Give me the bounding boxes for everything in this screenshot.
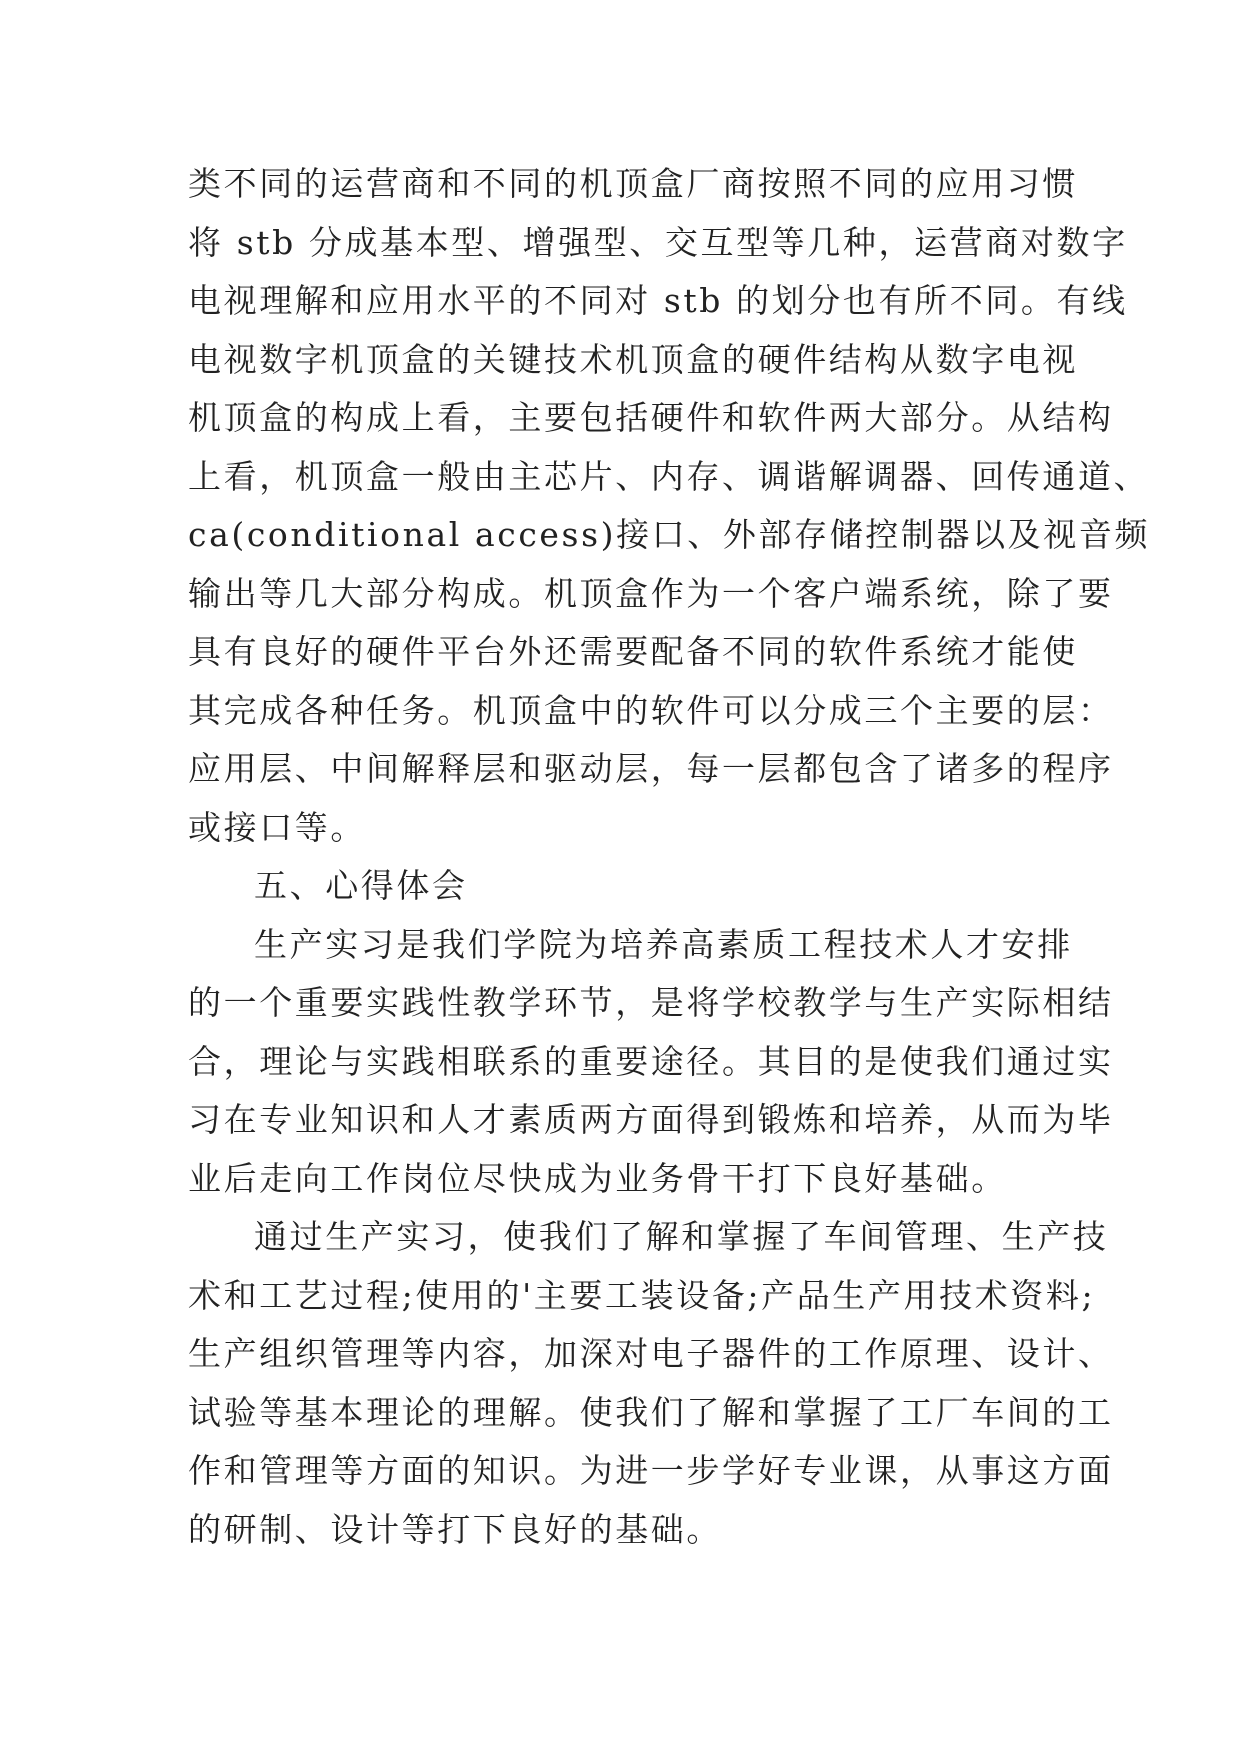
body-text [188, 155, 1151, 1559]
text-line: 或接口等。 [188, 807, 366, 847]
text-line: 生产实习是我们学院为培养高素质工程技术人才安排 [254, 924, 1073, 964]
text-line: 具有良好的硬件平台外还需要配备不同的软件系统才能使 [188, 632, 1078, 671]
text-line: 作和管理等方面的知识。为进一步学好专业课，从事这方面 [188, 1451, 1114, 1490]
text-line: 术和工艺过程;使用的'主要工装设备;产品生产用技术资料; [188, 1275, 1096, 1315]
text-line: 电视理解和应用水平的不同对 stb 的划分也有所不同。有线 [188, 281, 1128, 320]
section-heading: 五、心得体会 [254, 866, 468, 905]
text-line: 电视数字机顶盒的关键技术机顶盒的硬件结构从数字电视 [188, 339, 1078, 379]
text-line: ca(conditional access)接口、外部存储控制器以及视音频 [188, 515, 1151, 554]
text-line: 上看，机顶盒一般由主芯片、内存、调谐解调器、回传通道、 [188, 456, 1150, 496]
text-line: 输出等几大部分构成。机顶盒作为一个客户端系统，除了要 [188, 573, 1114, 613]
text-line: 业后走向工作岗位尽快成为业务骨干打下良好基础。 [188, 1158, 1007, 1198]
text-line: 的研制、设计等打下良好的基础。 [188, 1509, 722, 1549]
text-line: 试验等基本理论的理解。使我们了解和掌握了工厂车间的工 [188, 1392, 1114, 1432]
text-line: 习在专业知识和人才素质两方面得到锻炼和培养，从而为毕 [188, 1100, 1114, 1139]
text-line: 机顶盒的构成上看，主要包括硬件和软件两大部分。从结构 [188, 398, 1114, 437]
text-line: 通过生产实习，使我们了解和掌握了车间管理、生产技 [254, 1217, 1109, 1256]
text-line: 类不同的运营商和不同的机顶盒厂商按照不同的应用习惯 [188, 164, 1078, 203]
text-line: 合，理论与实践相联系的重要途径。其目的是使我们通过实 [188, 1041, 1114, 1081]
text-line: 其完成各种任务。机顶盒中的软件可以分成三个主要的层： [188, 690, 1114, 730]
text-line: 的一个重要实践性教学环节，是将学校教学与生产实际相结 [188, 983, 1114, 1022]
text-line: 将 stb 分成基本型、增强型、交互型等几种，运营商对数字 [188, 222, 1128, 262]
text-line: 应用层、中间解释层和驱动层，每一层都包含了诸多的程序 [188, 749, 1114, 788]
text-line: 生产组织管理等内容，加深对电子器件的工作原理、设计、 [188, 1334, 1114, 1373]
